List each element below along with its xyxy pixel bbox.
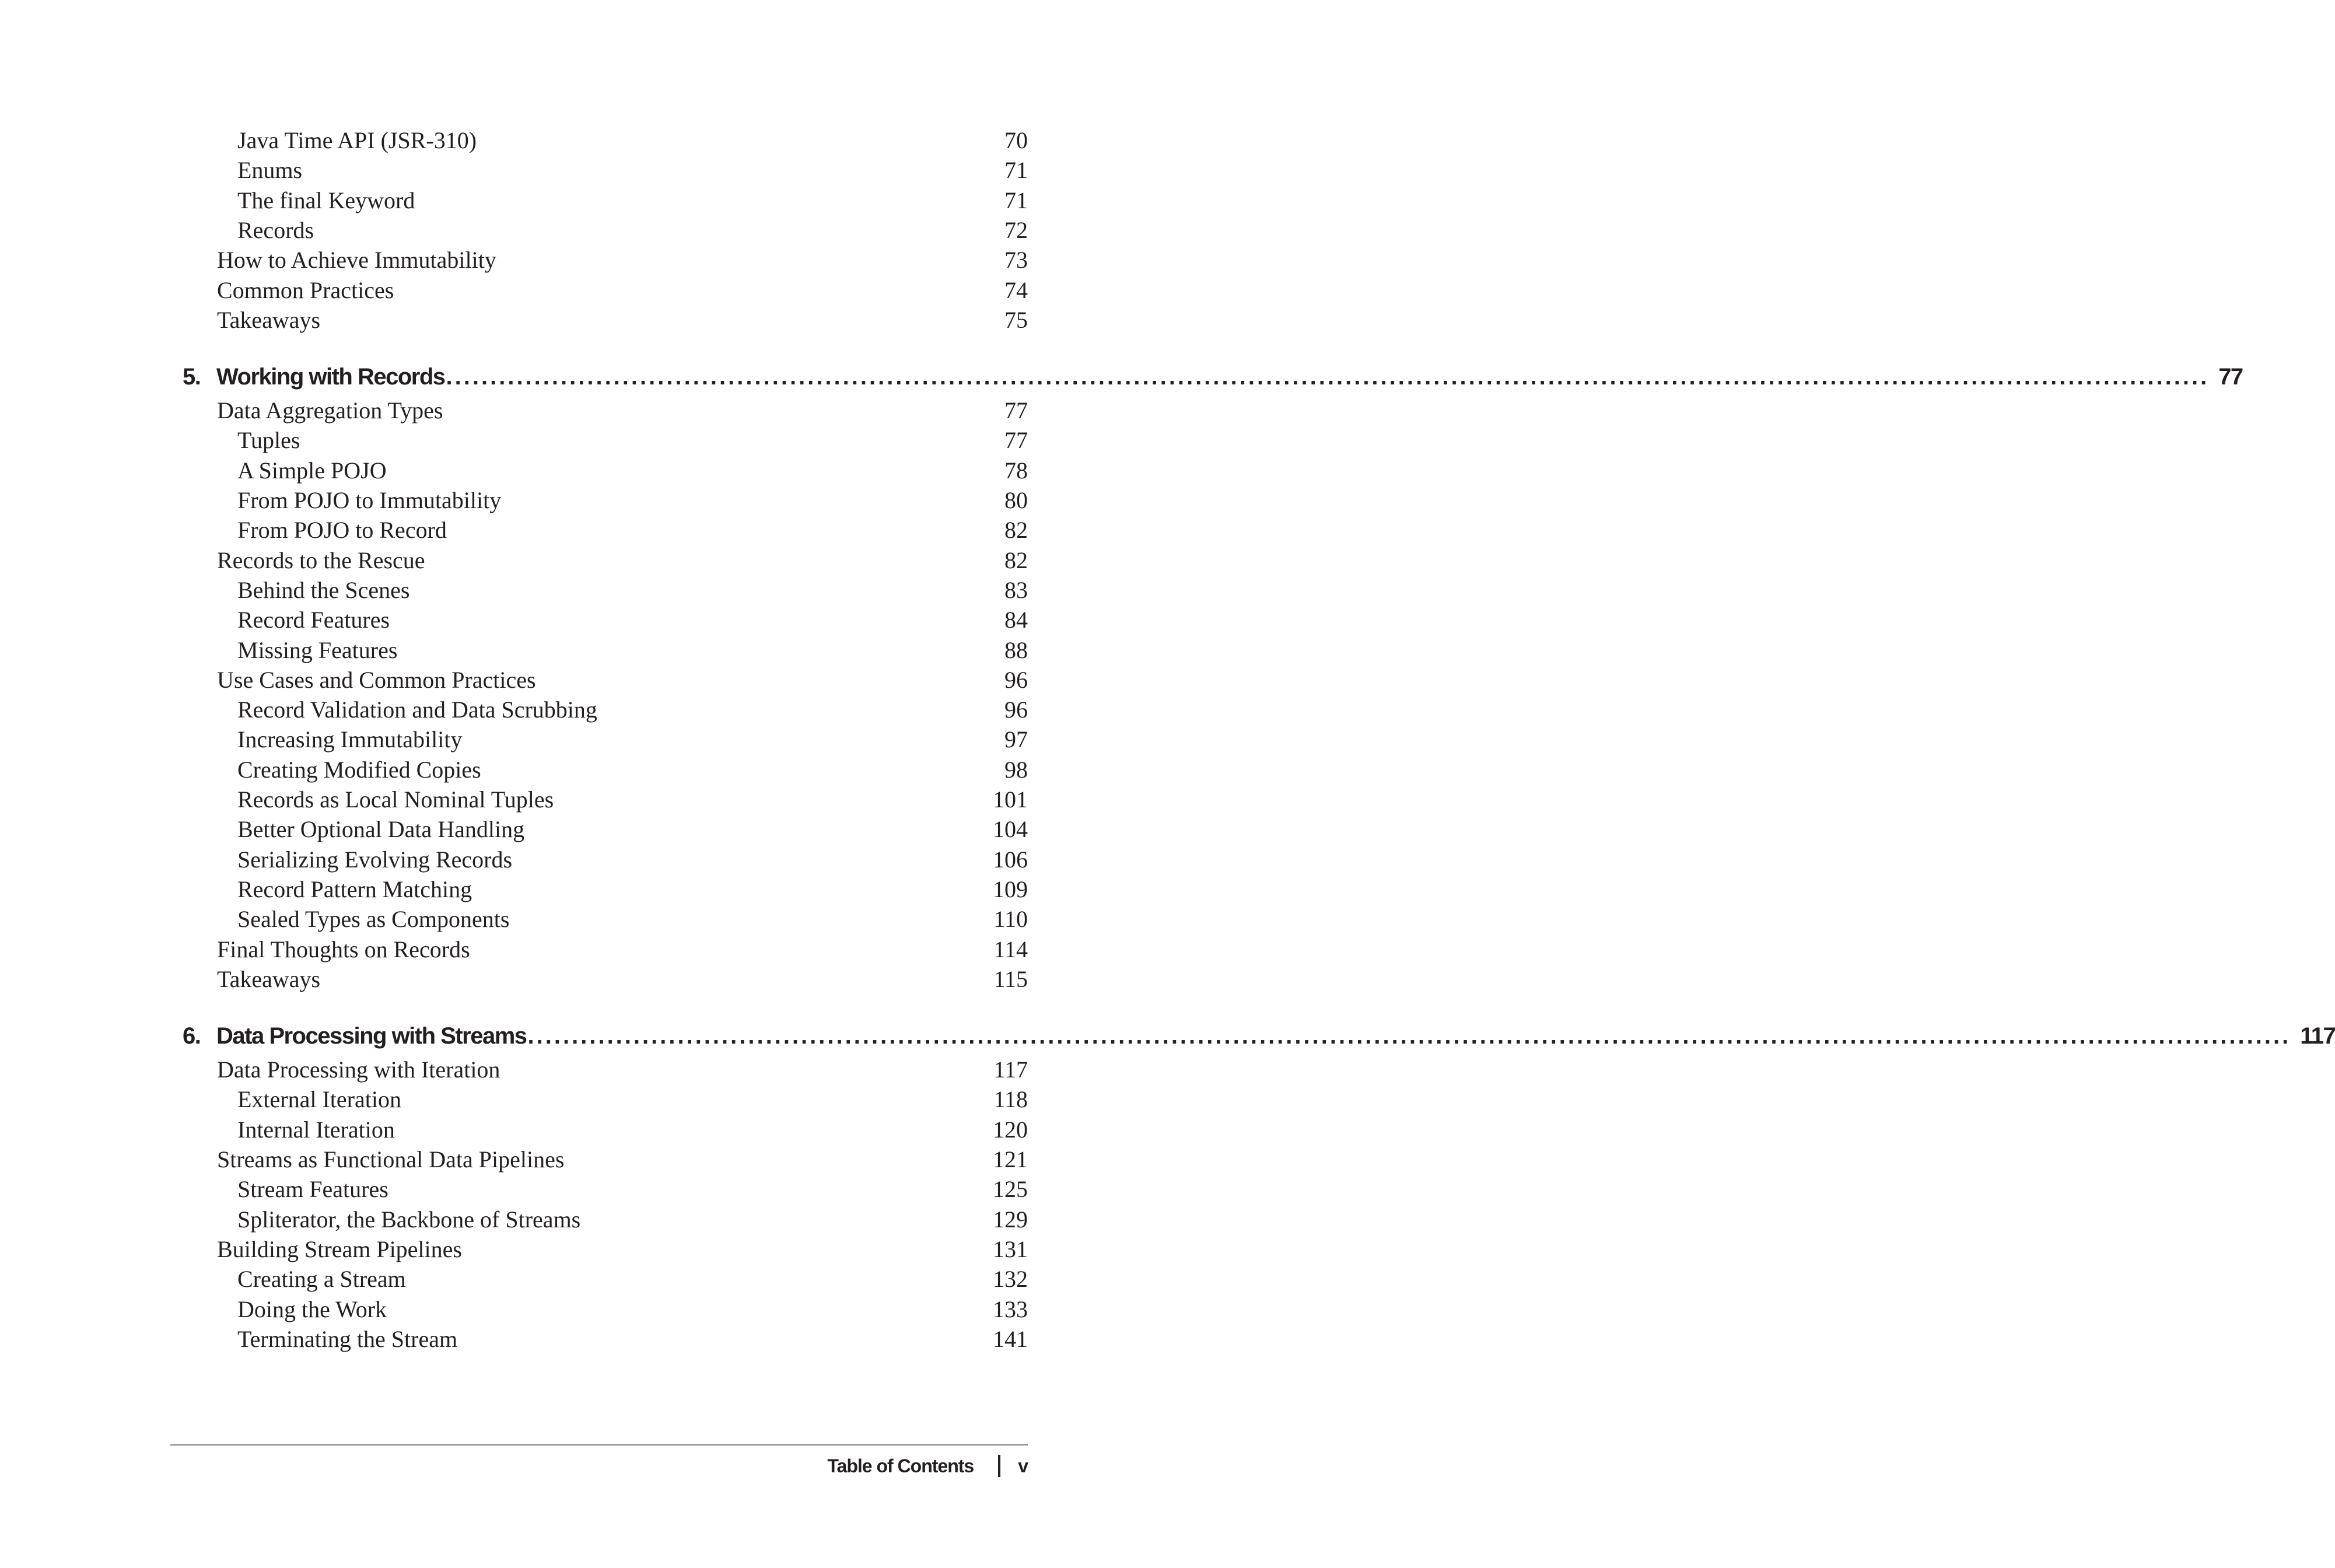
toc-section-entry[interactable] bbox=[217, 305, 1028, 335]
toc-subsection-entry[interactable] bbox=[237, 575, 1028, 605]
entry-title: Record Pattern Matching bbox=[237, 876, 472, 902]
entry-page-number: 77 bbox=[1004, 397, 1028, 424]
chapter-title: Data Processing with Streams bbox=[216, 1023, 527, 1049]
entry-title: Java Time API (JSR-310) bbox=[237, 127, 477, 153]
entry-page-number: 80 bbox=[1004, 487, 1028, 513]
entry-title: Records to the Rescue bbox=[217, 547, 425, 573]
entry-title: Data Processing with Iteration bbox=[217, 1056, 500, 1083]
toc-section-entry[interactable] bbox=[217, 964, 1028, 994]
entry-page-number: 82 bbox=[1004, 547, 1028, 573]
entry-page-number: 98 bbox=[1004, 756, 1028, 783]
entry-page-number: 141 bbox=[993, 1325, 1028, 1352]
entry-page-number: 72 bbox=[1004, 216, 1028, 243]
entry-title: Tuples bbox=[237, 427, 300, 454]
toc-section-entry[interactable] bbox=[217, 275, 1028, 305]
toc-section-entry[interactable] bbox=[217, 545, 1028, 575]
toc-subsection-entry[interactable] bbox=[237, 125, 1028, 155]
entry-title: Better Optional Data Handling bbox=[237, 816, 525, 843]
toc-subsection-entry[interactable] bbox=[237, 186, 1028, 215]
footer-section-title: Table of Contents bbox=[827, 1455, 974, 1476]
toc-section-entry[interactable] bbox=[217, 1055, 1028, 1084]
entry-page-number: 109 bbox=[993, 876, 1028, 902]
entry-page-number: 115 bbox=[993, 965, 1028, 992]
footer-separator bbox=[998, 1455, 1000, 1477]
entry-title: Creating Modified Copies bbox=[237, 756, 481, 783]
entry-title: Records bbox=[237, 216, 314, 243]
entry-page-number: 74 bbox=[1004, 276, 1028, 303]
entry-title: Takeaways bbox=[217, 965, 321, 992]
toc-subsection-entry[interactable] bbox=[237, 635, 1028, 665]
entry-page-number: 104 bbox=[993, 816, 1028, 843]
entry-title: Missing Features bbox=[237, 636, 398, 663]
entry-page-number: 101 bbox=[993, 786, 1028, 813]
entry-title: Sealed Types as Components bbox=[237, 906, 510, 933]
chapter-title: Working with Records bbox=[216, 364, 445, 390]
entry-title: Doing the Work bbox=[237, 1296, 387, 1322]
toc-subsection-entry[interactable] bbox=[237, 814, 1028, 844]
toc-subsection-entry[interactable] bbox=[237, 845, 1028, 874]
entry-title: Creating a Stream bbox=[237, 1266, 406, 1293]
entry-title: Record Features bbox=[237, 607, 390, 634]
entry-title: Data Aggregation Types bbox=[217, 397, 443, 424]
toc-subsection-entry[interactable] bbox=[237, 874, 1028, 904]
entry-title: Building Stream Pipelines bbox=[217, 1236, 462, 1262]
toc-subsection-entry[interactable] bbox=[237, 904, 1028, 934]
entry-page-number: 125 bbox=[993, 1176, 1028, 1203]
entry-title: The final Keyword bbox=[237, 187, 415, 214]
chapter-number: 6. bbox=[183, 1023, 201, 1049]
entry-page-number: 88 bbox=[1004, 636, 1028, 663]
entry-title: Spliterator, the Backbone of Streams bbox=[237, 1206, 581, 1233]
entry-page-number: 106 bbox=[993, 846, 1028, 873]
entry-title: Common Practices bbox=[217, 276, 394, 303]
toc-section-entry[interactable] bbox=[217, 935, 1028, 964]
toc-subsection-entry[interactable] bbox=[237, 1174, 1028, 1204]
toc-subsection-entry[interactable] bbox=[237, 485, 1028, 515]
toc-subsection-entry[interactable] bbox=[237, 155, 1028, 185]
entry-title: How to Achieve Immutability bbox=[217, 247, 496, 274]
entry-title: Record Validation and Data Scrubbing bbox=[237, 696, 597, 723]
toc-subsection-entry[interactable] bbox=[237, 425, 1028, 455]
entry-page-number: 84 bbox=[1004, 607, 1028, 634]
entry-page-number: 129 bbox=[993, 1206, 1028, 1233]
chapter-number: 5. bbox=[183, 364, 201, 390]
entry-page-number: 114 bbox=[993, 936, 1028, 963]
entry-page-number: 131 bbox=[993, 1236, 1028, 1262]
entry-page-number: 120 bbox=[993, 1116, 1028, 1143]
entry-title: Serializing Evolving Records bbox=[237, 846, 513, 873]
entry-page-number: 117 bbox=[993, 1056, 1028, 1083]
toc-subsection-entry[interactable] bbox=[237, 1324, 1028, 1354]
footer-page-number: v bbox=[1018, 1455, 1028, 1476]
toc-section-entry[interactable] bbox=[217, 1144, 1028, 1174]
entry-page-number: 77 bbox=[1004, 427, 1028, 454]
toc-section-entry[interactable] bbox=[217, 396, 1028, 425]
entry-title: Internal Iteration bbox=[237, 1116, 395, 1143]
entry-title: From POJO to Immutability bbox=[237, 487, 502, 513]
toc-section-entry[interactable] bbox=[217, 665, 1028, 695]
toc-section-entry[interactable] bbox=[217, 245, 1028, 275]
dot-leader: ........................................................................................................................................................................................................ bbox=[446, 364, 2210, 390]
toc-subsection-entry[interactable] bbox=[237, 1084, 1028, 1114]
entry-page-number: 96 bbox=[1004, 666, 1028, 693]
entry-title: Stream Features bbox=[237, 1176, 388, 1203]
footer-divider bbox=[170, 1444, 1028, 1446]
entry-page-number: 110 bbox=[993, 906, 1028, 933]
toc-chapter-heading[interactable] bbox=[183, 359, 2243, 394]
entry-page-number: 75 bbox=[1004, 306, 1028, 333]
toc-subsection-entry[interactable] bbox=[237, 695, 1028, 724]
chapter-page-number: 77 bbox=[2218, 364, 2243, 390]
entry-page-number: 71 bbox=[1004, 187, 1028, 214]
entry-page-number: 97 bbox=[1004, 726, 1028, 753]
toc-chapter-heading[interactable] bbox=[183, 1019, 2335, 1054]
entry-title: Final Thoughts on Records bbox=[217, 936, 470, 963]
toc-subsection-entry[interactable] bbox=[237, 515, 1028, 545]
entry-page-number: 78 bbox=[1004, 457, 1028, 484]
entry-title: From POJO to Record bbox=[237, 517, 447, 544]
entry-title: Streams as Functional Data Pipelines bbox=[217, 1146, 565, 1172]
toc-subsection-entry[interactable] bbox=[237, 755, 1028, 785]
entry-title: Records as Local Nominal Tuples bbox=[237, 786, 554, 813]
dot-leader: ........................................................................................................................................................................................................ bbox=[527, 1023, 2291, 1049]
entry-title: Behind the Scenes bbox=[237, 576, 410, 603]
entry-page-number: 118 bbox=[993, 1086, 1028, 1113]
toc-section-entry[interactable] bbox=[217, 1234, 1028, 1264]
entry-title: External Iteration bbox=[237, 1086, 401, 1113]
toc-subsection-entry[interactable] bbox=[237, 215, 1028, 245]
entry-title: Increasing Immutability bbox=[237, 726, 463, 753]
toc-subsection-entry[interactable] bbox=[237, 1205, 1028, 1234]
entry-title: Terminating the Stream bbox=[237, 1325, 458, 1352]
entry-page-number: 71 bbox=[1004, 157, 1028, 184]
entry-title: Enums bbox=[237, 157, 303, 184]
entry-title: Takeaways bbox=[217, 306, 321, 333]
entry-page-number: 132 bbox=[993, 1266, 1028, 1293]
entry-title: A Simple POJO bbox=[237, 457, 387, 484]
toc-subsection-entry[interactable] bbox=[237, 1115, 1028, 1144]
entry-page-number: 70 bbox=[1004, 127, 1028, 153]
toc-subsection-entry[interactable] bbox=[237, 456, 1028, 485]
chapter-page-number: 117 bbox=[2300, 1023, 2335, 1049]
toc-subsection-entry[interactable] bbox=[237, 785, 1028, 814]
entry-title: Use Cases and Common Practices bbox=[217, 666, 536, 693]
toc-subsection-entry[interactable] bbox=[237, 605, 1028, 635]
entry-page-number: 82 bbox=[1004, 517, 1028, 544]
entry-page-number: 73 bbox=[1004, 247, 1028, 274]
entry-page-number: 121 bbox=[993, 1146, 1028, 1172]
page-footer bbox=[827, 1451, 1028, 1480]
entry-page-number: 96 bbox=[1004, 696, 1028, 723]
entry-page-number: 83 bbox=[1004, 576, 1028, 603]
toc-subsection-entry[interactable] bbox=[237, 1264, 1028, 1294]
toc-subsection-entry[interactable] bbox=[237, 1294, 1028, 1324]
toc-subsection-entry[interactable] bbox=[237, 724, 1028, 754]
entry-page-number: 133 bbox=[993, 1296, 1028, 1322]
